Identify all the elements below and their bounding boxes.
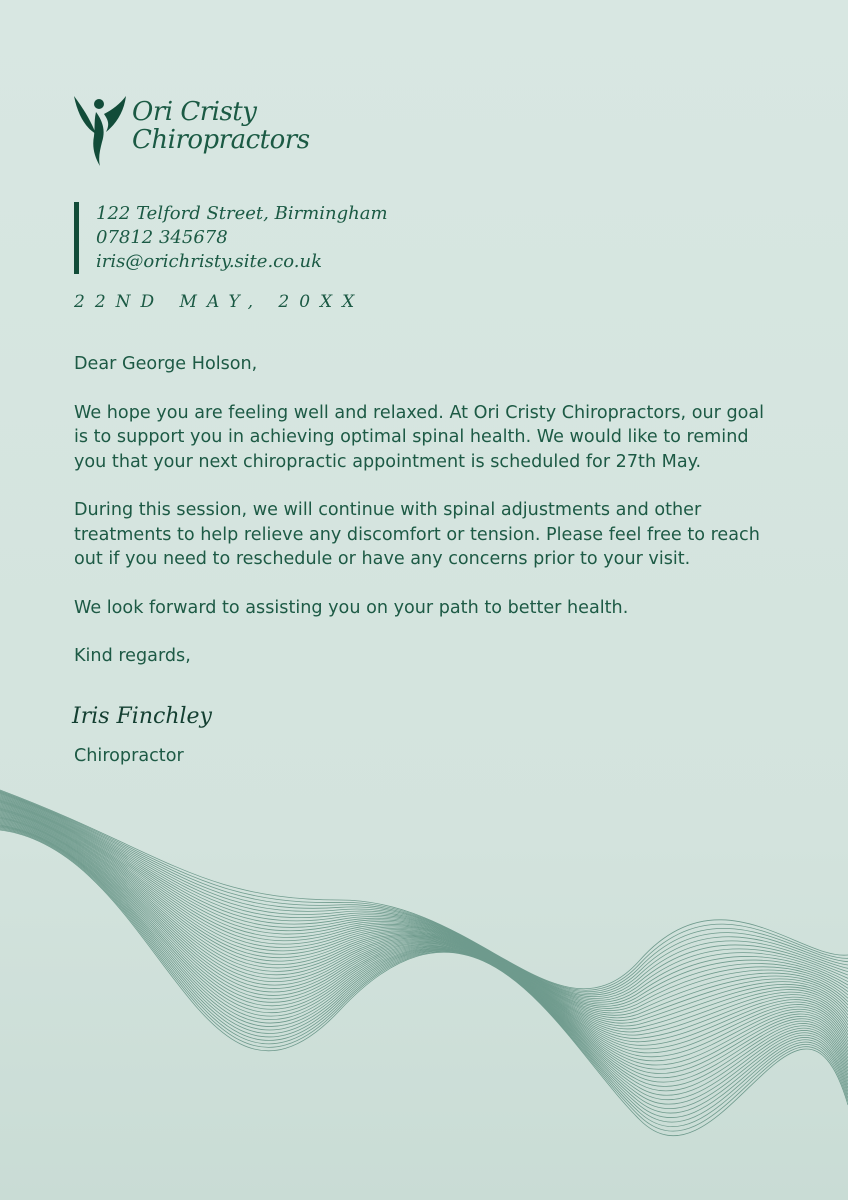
brand-name-line2: Chiropractors [132, 125, 310, 155]
wave-line [0, 802, 848, 1013]
paragraph-3: We look forward to assisting you on your path to better health. [74, 597, 629, 618]
wave-line [0, 802, 848, 1015]
paragraph-2: During this session, we will continue with spinal adjustments and other treatments to help relieve any discomfort or tension. Please feel free to reach out if you need to reschedule or have any concerns prior to your visit. [74, 500, 760, 569]
winged-figure-icon [72, 94, 128, 168]
wave-line [0, 826, 848, 1117]
letter-body [74, 352, 774, 693]
salutation: Dear George Holson, [74, 354, 258, 374]
letter-date: 22ND MAY, 20XX [74, 292, 365, 312]
paragraph-1: We hope you are feeling well and relaxed. At Ori Cristy Chiropractors, our goal is to support you in achieving optimal spinal health. We would like to remind you that your next chiropractic appointment is scheduled for 27th May. [74, 402, 765, 472]
contact-address: 122 Telford Street, Birmingham [96, 203, 388, 224]
closing: Kind regards, [74, 646, 191, 666]
wave-line [0, 827, 848, 1122]
wave-line [0, 828, 848, 1126]
contact-block [74, 202, 388, 274]
wave-line [0, 790, 848, 989]
contact-email: iris@orichristy.site.co.uk [96, 251, 322, 272]
wave-line [0, 801, 848, 1011]
wave-line [0, 800, 848, 1009]
contact-phone: 07812 345678 [96, 227, 228, 248]
wave-line [0, 821, 848, 1091]
logo [72, 94, 332, 170]
signature-handwriting: Iris Finchley [72, 704, 212, 729]
brand-name-line1: Ori Cristy [132, 97, 257, 127]
decorative-waves [0, 770, 848, 1200]
signature [72, 704, 212, 729]
signer-role: Chiropractor [74, 746, 184, 766]
wave-line [0, 794, 848, 995]
